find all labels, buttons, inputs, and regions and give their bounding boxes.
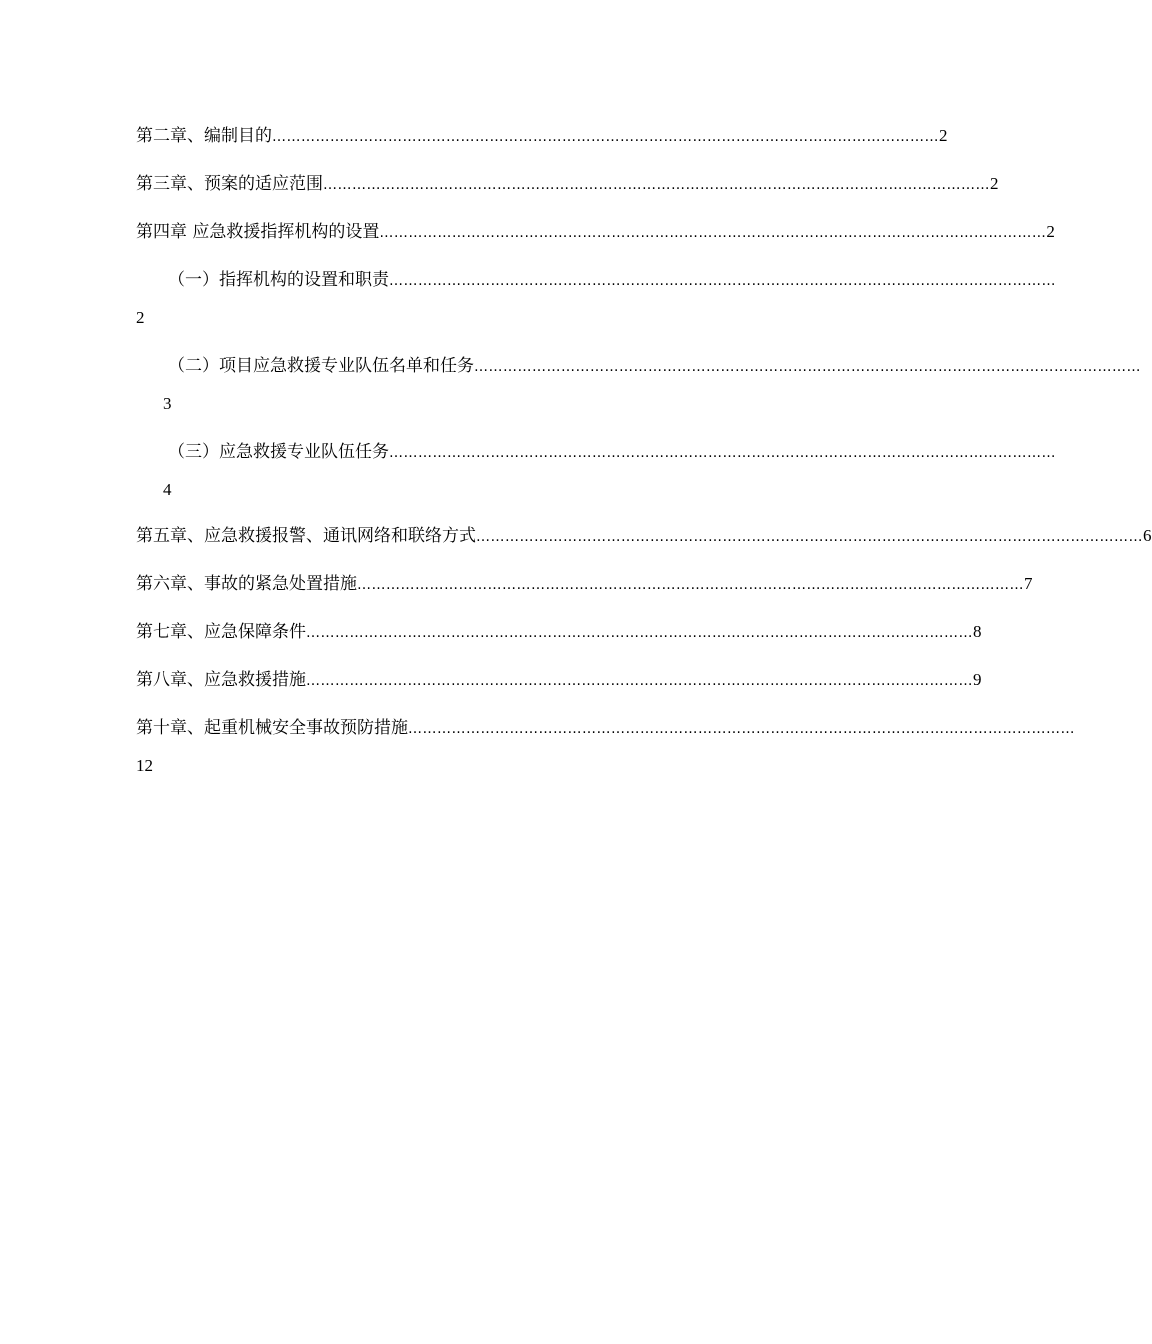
toc-leader-dots: ………………………………………………………………………………………………………………………… bbox=[474, 359, 1141, 375]
toc-entry[interactable] bbox=[136, 668, 982, 693]
toc-leader-dots: ………………………………………………………………………………………………………………………… bbox=[306, 673, 973, 689]
toc-leader-dots: ………………………………………………………………………………………………………………………… bbox=[272, 129, 939, 145]
toc-entry[interactable] bbox=[136, 172, 999, 197]
toc-leader-dots: ………………………………………………………………………………………………………………………… bbox=[389, 445, 1056, 461]
toc-leader-dots: ………………………………………………………………………………………………………………………… bbox=[408, 721, 1075, 737]
toc-leader-dots: ………………………………………………………………………………………………………………………… bbox=[323, 177, 990, 193]
toc-leader-dots: ………………………………………………………………………………………………………………………… bbox=[306, 625, 973, 641]
toc-entry-title: 第四章 应急救援指挥机构的设置 bbox=[136, 222, 380, 242]
toc-entry-page: 7 bbox=[1024, 574, 1033, 593]
toc-entry-page: 8 bbox=[973, 622, 982, 641]
toc-entry-title: 第十章、起重机械安全事故预防措施 bbox=[136, 718, 408, 738]
toc-entry-title: 第八章、应急救援措施 bbox=[136, 670, 306, 690]
toc-entry[interactable] bbox=[136, 620, 982, 645]
toc-entry[interactable] bbox=[136, 124, 948, 149]
toc-entry-title: （一）指挥机构的设置和职责 bbox=[168, 270, 389, 290]
toc-entry-title: （三）应急救援专业队伍任务 bbox=[168, 442, 389, 462]
toc-leader-dots: ………………………………………………………………………………………………………………………… bbox=[357, 577, 1024, 593]
toc-entry-title: 第三章、预案的适应范围 bbox=[136, 174, 323, 194]
toc-entry[interactable] bbox=[168, 440, 1056, 465]
toc-entry-page: 2 bbox=[939, 126, 948, 145]
toc-entry[interactable] bbox=[136, 572, 1033, 597]
toc-entry-page: 6 bbox=[1143, 526, 1152, 545]
toc-entry-page: 4 bbox=[163, 480, 172, 499]
toc-entry-title: 第五章、应急救援报警、通讯网络和联络方式 bbox=[136, 526, 476, 546]
toc-entry[interactable] bbox=[136, 220, 1055, 245]
toc-leader-dots: ………………………………………………………………………………………………………………………… bbox=[389, 273, 1056, 289]
toc-entry-page: 9 bbox=[973, 670, 982, 689]
toc-entry-title: 第二章、编制目的 bbox=[136, 126, 272, 146]
toc-leader-dots: ………………………………………………………………………………………………………………………… bbox=[476, 529, 1143, 545]
toc-leader-dots: ………………………………………………………………………………………………………………………… bbox=[379, 225, 1047, 241]
toc-entry-page: 2 bbox=[1046, 222, 1055, 241]
toc-entry[interactable] bbox=[168, 268, 1056, 293]
toc-entry-title: （二）项目应急救援专业队伍名单和任务 bbox=[168, 356, 474, 376]
toc-entry[interactable] bbox=[136, 524, 1152, 549]
toc-entry-page: 2 bbox=[990, 174, 999, 193]
toc-entry-title: 第六章、事故的紧急处置措施 bbox=[136, 574, 357, 594]
toc-entry-title: 第七章、应急保障条件 bbox=[136, 622, 306, 642]
toc-entry-page: 3 bbox=[163, 394, 172, 413]
toc-entry-page: 2 bbox=[136, 308, 145, 327]
toc-entry[interactable] bbox=[136, 716, 1075, 741]
toc-entry[interactable] bbox=[168, 354, 1141, 379]
toc-entry-page: 12 bbox=[136, 756, 153, 775]
